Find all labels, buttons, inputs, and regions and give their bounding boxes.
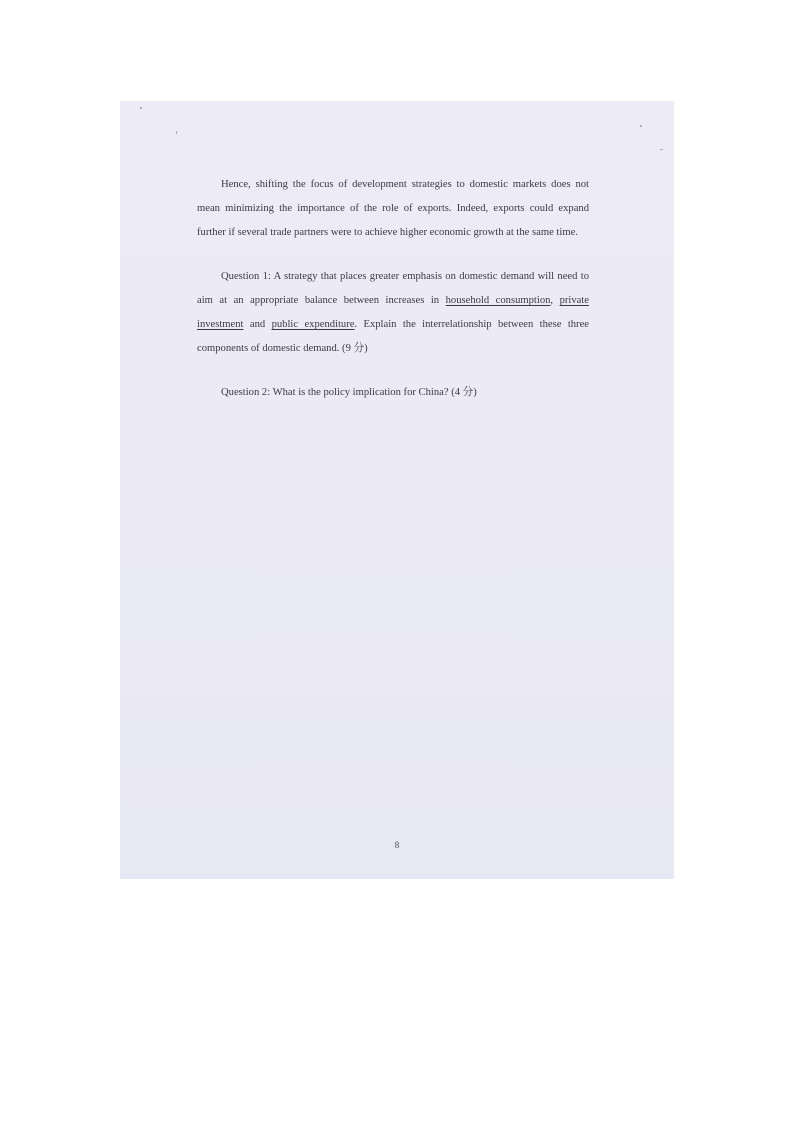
scan-speck bbox=[660, 149, 663, 150]
question-1 bbox=[197, 265, 589, 361]
separator-1: , bbox=[550, 295, 560, 306]
question-1-text-before: A strategy that places greater emphasis on domestic demand will need to aim at an appropriate balance between increases in bbox=[197, 271, 589, 306]
separator-2: and bbox=[243, 319, 272, 330]
page-number: 8 bbox=[394, 840, 400, 850]
question-2-label: Question 2: bbox=[221, 387, 271, 398]
question-1-text-after: . Explain the interrelationship between these three components of domestic demand. (9 分) bbox=[197, 319, 589, 354]
question-2-text: What is the policy implication for China? (4 分) bbox=[270, 387, 477, 398]
document-body bbox=[197, 173, 589, 405]
scan-speck bbox=[176, 131, 177, 134]
scan-speck bbox=[640, 125, 642, 127]
question-2 bbox=[197, 381, 589, 405]
paragraph-exports: Hence, shifting the focus of development strategies to domestic markets does not mean minimizing the importance of the role of exports. Indeed, exports could expand further if several trade partners were to achieve higher economic growth at the same time. bbox=[197, 179, 589, 238]
scanned-page bbox=[120, 101, 674, 879]
term-public-expenditure: public expenditure bbox=[271, 319, 355, 330]
term-private-investment: private investment bbox=[197, 295, 590, 330]
scan-speck bbox=[140, 107, 142, 109]
term-household-consumption: household consumption bbox=[445, 295, 551, 306]
question-1-label: Question 1: bbox=[221, 271, 271, 282]
